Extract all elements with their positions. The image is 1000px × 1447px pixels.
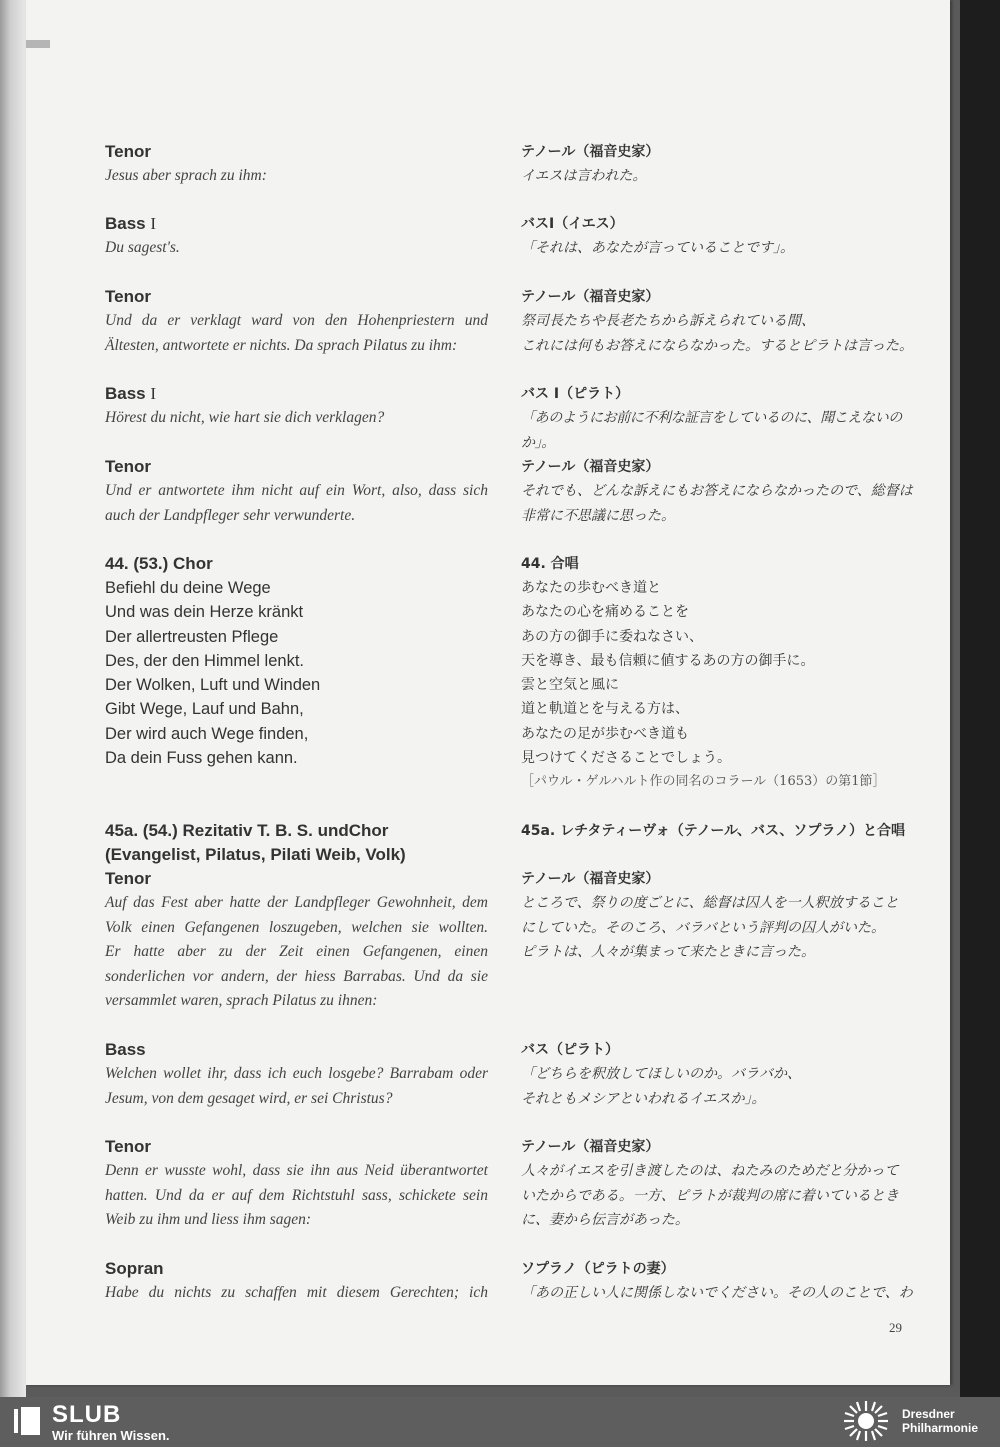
chorale-line: Der Wolken, Luft und Winden bbox=[105, 676, 321, 695]
speaker-label: テノール（福音史家） bbox=[521, 1139, 660, 1155]
speaker-label bbox=[105, 212, 488, 236]
speaker-number: I bbox=[150, 214, 157, 233]
german-line: Und er antwortete ihm nicht auf ein Wort, also, dass sich bbox=[105, 482, 488, 499]
japanese-block-2 bbox=[521, 212, 921, 261]
chorale-line: 見つけてくださることでしょう。 bbox=[521, 750, 731, 767]
speaker-label: テノール（福音史家） bbox=[521, 871, 660, 887]
section-heading: 45a. レチタティーヴォ（テノール、バス、ソプラノ）と合唱 bbox=[521, 823, 905, 839]
german-line: versammlet waren, sprach Pilatus zu ihnen: bbox=[105, 992, 378, 1009]
section-heading: 44. 合唱 bbox=[521, 556, 579, 572]
german-line: Volk einen Gefangenen loszugeben, welchen sie wollten. bbox=[105, 918, 488, 936]
chorale-line: あなたの足が歩むべき道も bbox=[521, 725, 689, 742]
source-note: ［パウル・ゲルハルト作の同名のコラール（1653）の第1節］ bbox=[521, 774, 886, 790]
german-block-bass-3 bbox=[105, 1038, 488, 1111]
german-block-bass-1 bbox=[105, 212, 488, 261]
chorale-line: Des, der den Himmel lenkt. bbox=[105, 651, 304, 670]
slub-logo-icon[interactable] bbox=[12, 1405, 42, 1437]
japanese-line: それでも、どんな訴えにもお答えにならなかったので、総督は bbox=[521, 483, 913, 499]
speaker-label: バスⅠ（イエス） bbox=[521, 216, 624, 232]
german-line: Jesum, von dem gesaget wird, er sei Christus? bbox=[105, 1089, 393, 1107]
japanese-line: 「あの正しい人に関係しないでください。その人のことで、わ bbox=[521, 1285, 913, 1301]
chorale-line: Der allertreusten Pflege bbox=[105, 627, 279, 646]
japanese-line: 祭司長たちや長老たちから訴えられている間、 bbox=[521, 313, 815, 329]
chorale-line: 天を導き、最も信頼に値するあの方の御手に。 bbox=[521, 652, 815, 669]
speaker-label: Tenor bbox=[105, 287, 151, 306]
japanese-block-tenor bbox=[521, 1135, 921, 1233]
japanese-block-1 bbox=[521, 140, 921, 189]
dresdner-philharmonie-logo-text[interactable] bbox=[902, 1407, 978, 1435]
german-block-soprano bbox=[105, 1257, 488, 1306]
chorale-line: あなたの心を痛めることを bbox=[521, 604, 689, 621]
speaker-label: ソプラノ（ピラトの妻） bbox=[521, 1261, 675, 1277]
japanese-line: 「どちらを釈放してほしいのか。バラバか、 bbox=[521, 1066, 801, 1082]
footer-bar bbox=[0, 1397, 1000, 1447]
german-block-tenor-3 bbox=[105, 455, 488, 528]
japanese-block-recitative bbox=[521, 819, 921, 965]
japanese-line: 人々がイエスを引き渡したのは、ねたみのためだと分かって bbox=[521, 1163, 899, 1179]
dp-line-2: Philharmonie bbox=[902, 1421, 979, 1435]
japanese-line: いたからである。一方、ピラトが裁判の席に着いているとき bbox=[521, 1187, 899, 1204]
german-line: Ältesten, antwortete er nichts. Da sprach Pilatus zu ihm: bbox=[105, 336, 458, 354]
chorale-line: Gibt Wege, Lauf und Bahn, bbox=[105, 700, 304, 719]
speaker-label: バス（ピラト） bbox=[521, 1042, 619, 1058]
chorale-line: Der wird auch Wege finden, bbox=[105, 724, 309, 743]
speaker-label: テノール（福音史家） bbox=[521, 289, 660, 305]
speaker-label: Tenor bbox=[105, 457, 151, 476]
japanese-block-4 bbox=[521, 382, 921, 455]
speaker-label: Tenor bbox=[105, 142, 151, 161]
speaker-label: Sopran bbox=[105, 1259, 164, 1278]
german-block-tenor-1 bbox=[105, 140, 488, 189]
japanese-line: 「それは、あなたが言っていることです」。 bbox=[521, 240, 794, 256]
german-block-recitative bbox=[105, 819, 488, 1014]
german-line: Denn er wusste wohl, dass sie ihn aus Neid überantwortet bbox=[105, 1162, 488, 1179]
japanese-block-5 bbox=[521, 455, 921, 528]
chorale-line: 雲と空気と風に bbox=[521, 677, 619, 694]
japanese-block-soprano bbox=[521, 1257, 921, 1306]
speaker-label: テノール（福音史家） bbox=[521, 144, 660, 160]
german-line: Jesus aber sprach zu ihm: bbox=[105, 167, 267, 184]
speaker-label: テノール（福音史家） bbox=[521, 459, 660, 475]
german-block-tenor-4 bbox=[105, 1135, 488, 1233]
book-gutter bbox=[0, 0, 26, 1397]
speaker-label: バス Ⅰ（ピラト） bbox=[521, 386, 630, 402]
dp-line-1: Dresdner bbox=[902, 1407, 955, 1421]
german-line: sonderlichen vor andern, der hiess Barrabas. Und da sie bbox=[105, 967, 488, 985]
section-subheading: (Evangelist, Pilatus, Pilati Weib, Volk) bbox=[105, 845, 406, 864]
japanese-line: ところで、祭りの度ごとに、総督は囚人を一人釈放すること bbox=[521, 895, 899, 911]
slub-logo-text[interactable]: SLUB bbox=[52, 1401, 122, 1428]
german-block-bass-2 bbox=[105, 382, 488, 431]
japanese-line: これには何もお答えにならなかった。するとピラトは言った。 bbox=[521, 337, 913, 354]
chorale-line: Befiehl du deine Wege bbox=[105, 579, 271, 597]
chorale-line: Und was dein Herze kränkt bbox=[105, 603, 304, 622]
japanese-line: ピラトは、人々が集まって来たときに言った。 bbox=[521, 944, 815, 960]
german-line: hatten. Und da er auf dem Richtstuhl sass, schickete sein bbox=[105, 1186, 488, 1204]
german-line: auch der Landpfleger sehr verwunderte. bbox=[105, 506, 356, 524]
section-heading: 44. (53.) Chor bbox=[105, 554, 213, 573]
japanese-line: 「あのようにお前に不利な証言をしているのに、聞こえないのか」。 bbox=[521, 410, 902, 451]
japanese-line: それともメシアといわれるイエスか」。 bbox=[521, 1090, 766, 1107]
chorale-line: あの方の御手に委ねなさい、 bbox=[521, 628, 703, 645]
chorale-line: 道と軌道とを与える方は、 bbox=[521, 701, 689, 718]
slub-tagline: Wir führen Wissen. bbox=[52, 1428, 170, 1443]
section-heading: 45a. (54.) Rezitativ T. B. S. undChor bbox=[105, 821, 389, 840]
german-line: Auf das Fest aber hatte der Landpfleger Gewohnheit, dem bbox=[105, 894, 488, 911]
japanese-block-3 bbox=[521, 285, 921, 358]
speaker-label bbox=[105, 382, 488, 406]
japanese-line: にしていた。そのころ、バラバという評判の囚人がいた。 bbox=[521, 919, 885, 936]
japanese-line: に、妻から伝言があった。 bbox=[521, 1212, 689, 1228]
german-line: Du sagest's. bbox=[105, 239, 180, 256]
scan-background bbox=[960, 0, 1000, 1397]
german-line: Weib zu ihm und liess ihm sagen: bbox=[105, 1211, 312, 1228]
japanese-line: 非常に不思議に思った。 bbox=[521, 507, 675, 524]
german-line: Er hatte aber zu der Zeit einen Gefangenen, einen bbox=[105, 943, 488, 960]
speaker-name: Bass bbox=[105, 384, 146, 403]
chorale-line: あなたの歩むべき道と bbox=[521, 580, 661, 596]
german-block-chorale bbox=[105, 552, 488, 770]
chorale-line: Da dein Fuss gehen kann. bbox=[105, 749, 298, 768]
dresdner-philharmonie-logo-icon[interactable] bbox=[840, 1399, 892, 1443]
speaker-label: Tenor bbox=[105, 869, 151, 888]
japanese-block-chorale bbox=[521, 552, 921, 794]
speaker-name: Bass bbox=[105, 214, 146, 233]
japanese-line: イエスは言われた。 bbox=[521, 168, 647, 184]
german-block-tenor-2 bbox=[105, 285, 488, 358]
german-line: Habe du nichts zu schaffen mit diesem Gerechten; ich bbox=[105, 1284, 488, 1301]
german-line: Welchen wollet ihr, dass ich euch losgebe? Barrabam oder bbox=[105, 1065, 488, 1082]
speaker-number: I bbox=[150, 384, 157, 403]
page-edge bbox=[26, 40, 50, 48]
speaker-label: Tenor bbox=[105, 1137, 151, 1156]
japanese-block-bass bbox=[521, 1038, 921, 1111]
page-number: 29 bbox=[889, 1320, 902, 1335]
speaker-label: Bass bbox=[105, 1040, 146, 1059]
german-line: Und da er verklagt ward von den Hohenpriestern und bbox=[105, 312, 488, 329]
german-line: Hörest du nicht, wie hart sie dich verklagen? bbox=[105, 409, 385, 426]
